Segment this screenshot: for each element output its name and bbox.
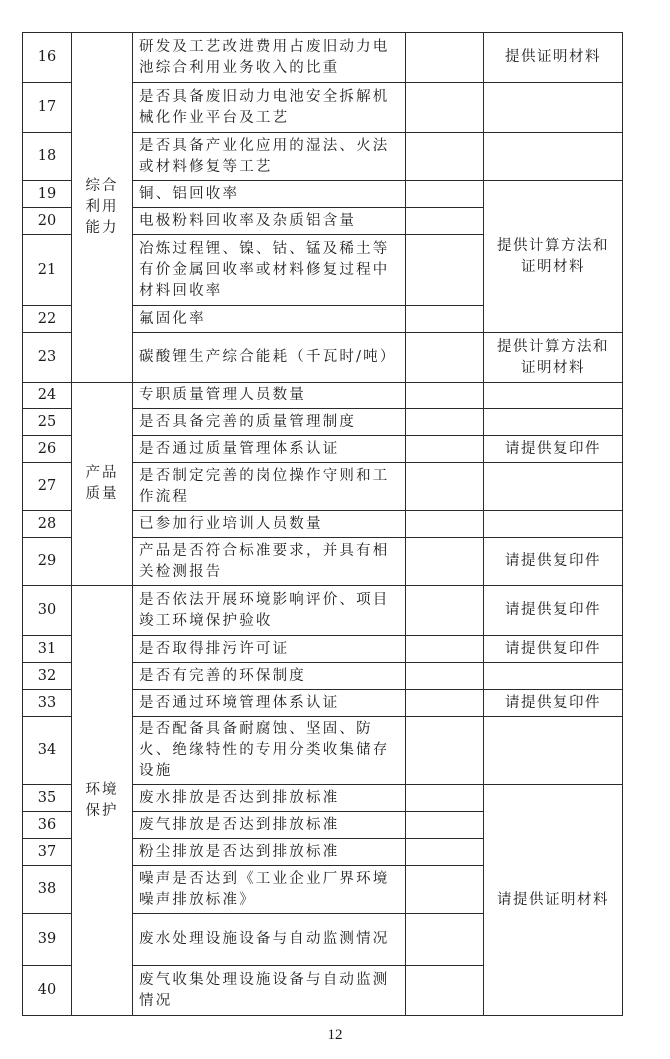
page-number: 12 — [327, 1027, 343, 1043]
value-cell[interactable] — [406, 586, 484, 636]
indicator-text: 铜、铝回收率 — [133, 181, 406, 208]
value-cell[interactable] — [406, 785, 484, 812]
indicator-text: 噪声是否达到《工业企业厂界环境噪声排放标准》 — [133, 866, 406, 914]
value-cell[interactable] — [406, 306, 484, 333]
row-number: 21 — [23, 235, 72, 306]
category-cell: 环境保护 — [72, 586, 133, 1016]
table-row — [23, 586, 623, 636]
table-row — [23, 33, 623, 83]
row-number: 32 — [23, 663, 72, 690]
note-cell-merged: 提供计算方法和证明材料 — [484, 181, 623, 333]
indicator-text: 已参加行业培训人员数量 — [133, 511, 406, 538]
note-cell: 提供证明材料 — [484, 33, 623, 83]
value-cell[interactable] — [406, 866, 484, 914]
value-cell[interactable] — [406, 33, 484, 83]
row-number: 16 — [23, 33, 72, 83]
row-number: 27 — [23, 463, 72, 511]
row-number: 31 — [23, 636, 72, 663]
value-cell[interactable] — [406, 383, 484, 409]
value-cell[interactable] — [406, 538, 484, 586]
indicator-text: 是否取得排污许可证 — [133, 636, 406, 663]
row-number: 34 — [23, 717, 72, 785]
value-cell[interactable] — [406, 133, 484, 181]
note-cell: 请提供复印件 — [484, 636, 623, 663]
row-number: 17 — [23, 83, 72, 133]
value-cell[interactable] — [406, 83, 484, 133]
indicator-text: 氟固化率 — [133, 306, 406, 333]
row-number: 19 — [23, 181, 72, 208]
indicator-table — [22, 32, 623, 1016]
note-cell: 请提供复印件 — [484, 586, 623, 636]
value-cell[interactable] — [406, 663, 484, 690]
category-cell: 综合利用能力 — [72, 33, 133, 383]
row-number: 39 — [23, 914, 72, 966]
row-number: 36 — [23, 812, 72, 839]
indicator-text: 废气排放是否达到排放标准 — [133, 812, 406, 839]
value-cell[interactable] — [406, 208, 484, 235]
row-number: 22 — [23, 306, 72, 333]
note-cell — [484, 383, 623, 409]
note-cell — [484, 133, 623, 181]
note-cell: 请提供复印件 — [484, 436, 623, 463]
note-cell: 提供计算方法和证明材料 — [484, 333, 623, 383]
row-number: 29 — [23, 538, 72, 586]
indicator-text: 碳酸锂生产综合能耗（千瓦时/吨） — [133, 333, 406, 383]
indicator-text: 是否制定完善的岗位操作守则和工作流程 — [133, 463, 406, 511]
indicator-text: 废水处理设施设备与自动监测情况 — [133, 914, 406, 966]
row-number: 38 — [23, 866, 72, 914]
indicator-text: 电极粉料回收率及杂质铝含量 — [133, 208, 406, 235]
indicator-text: 废气收集处理设施设备与自动监测情况 — [133, 966, 406, 1016]
row-number: 30 — [23, 586, 72, 636]
value-cell[interactable] — [406, 690, 484, 717]
value-cell[interactable] — [406, 636, 484, 663]
row-number: 40 — [23, 966, 72, 1016]
indicator-text: 是否有完善的环保制度 — [133, 663, 406, 690]
indicator-text: 是否配备具备耐腐蚀、坚固、防火、绝缘特性的专用分类收集储存设施 — [133, 717, 406, 785]
indicator-text: 研发及工艺改进费用占废旧动力电池综合利用业务收入的比重 — [133, 33, 406, 83]
indicator-text: 废水排放是否达到排放标准 — [133, 785, 406, 812]
note-cell — [484, 83, 623, 133]
value-cell[interactable] — [406, 181, 484, 208]
indicator-text: 是否依法开展环境影响评价、项目竣工环境保护验收 — [133, 586, 406, 636]
row-number: 28 — [23, 511, 72, 538]
value-cell[interactable] — [406, 966, 484, 1016]
row-number: 24 — [23, 383, 72, 409]
value-cell[interactable] — [406, 463, 484, 511]
row-number: 18 — [23, 133, 72, 181]
indicator-text: 是否具备产业化应用的湿法、火法或材料修复等工艺 — [133, 133, 406, 181]
indicator-text: 是否具备废旧动力电池安全拆解机械化作业平台及工艺 — [133, 83, 406, 133]
value-cell[interactable] — [406, 436, 484, 463]
row-number: 35 — [23, 785, 72, 812]
note-cell — [484, 463, 623, 511]
note-cell-merged: 请提供证明材料 — [484, 785, 623, 1016]
row-number: 25 — [23, 409, 72, 436]
value-cell[interactable] — [406, 717, 484, 785]
indicator-text: 冶炼过程锂、镍、钴、锰及稀土等有价金属回收率或材料修复过程中材料回收率 — [133, 235, 406, 306]
note-cell — [484, 663, 623, 690]
indicator-text: 是否具备完善的质量管理制度 — [133, 409, 406, 436]
indicator-text: 粉尘排放是否达到排放标准 — [133, 839, 406, 866]
category-cell: 产品质量 — [72, 383, 133, 586]
row-number: 26 — [23, 436, 72, 463]
value-cell[interactable] — [406, 839, 484, 866]
indicator-text: 产品是否符合标准要求，并具有相关检测报告 — [133, 538, 406, 586]
value-cell[interactable] — [406, 812, 484, 839]
value-cell[interactable] — [406, 914, 484, 966]
row-number: 37 — [23, 839, 72, 866]
note-cell — [484, 717, 623, 785]
note-cell: 请提供复印件 — [484, 690, 623, 717]
indicator-text: 是否通过环境管理体系认证 — [133, 690, 406, 717]
row-number: 23 — [23, 333, 72, 383]
value-cell[interactable] — [406, 511, 484, 538]
indicator-text: 是否通过质量管理体系认证 — [133, 436, 406, 463]
note-cell: 请提供复印件 — [484, 538, 623, 586]
row-number: 20 — [23, 208, 72, 235]
table-row — [23, 383, 623, 409]
note-cell — [484, 511, 623, 538]
value-cell[interactable] — [406, 409, 484, 436]
value-cell[interactable] — [406, 235, 484, 306]
note-cell — [484, 409, 623, 436]
value-cell[interactable] — [406, 333, 484, 383]
row-number: 33 — [23, 690, 72, 717]
indicator-text: 专职质量管理人员数量 — [133, 383, 406, 409]
